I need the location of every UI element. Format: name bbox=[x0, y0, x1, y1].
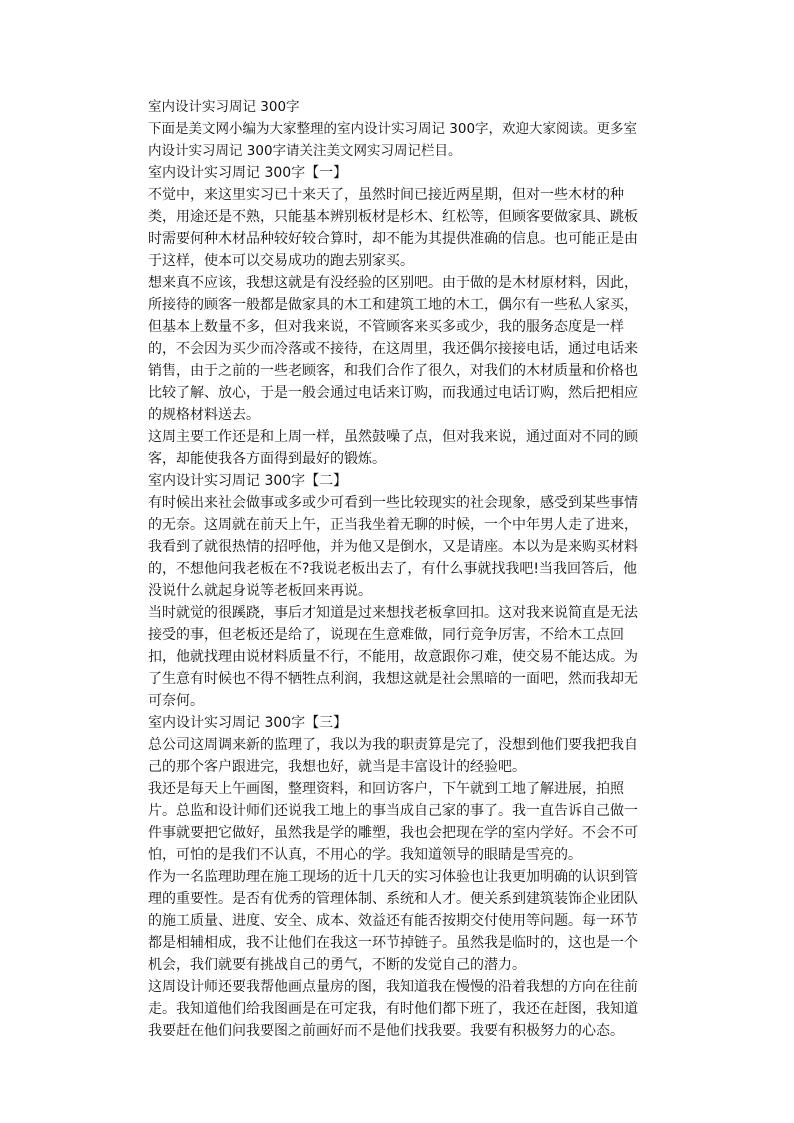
section-2-heading: 室内设计实习周记 300字【二】 bbox=[148, 473, 348, 489]
section-3-paragraph: 作为一名监理助理在施工现场的近十几天的实习体验也让我更加明确的认识到管理的重要性。是否有优秀的管理体制、系统和人才。便关系到建筑装饰企业团队的施工质量、进度、安全、成本、效益还有能否按期交付使用等问题。每一环节都是相辅相成，我不让他们在我这一环节掉链子。虽然我是临时的，这也是一个机会，我们就要有挑战自己的勇气，不断的发觉自己的潜力。 bbox=[148, 869, 638, 973]
section-3-paragraph: 这周设计师还要我帮他画点量房的图，我知道我在慢慢的沿着我想的方向在往前走。我知道他们给我图画是在可定我，有时他们都下班了，我还在赶图，我知道我要赶在他们问我要图之前画好而不是他们找我要。我要有积极努力的心态。 bbox=[148, 979, 638, 1039]
document-title: 室内设计实习周记 300字 bbox=[148, 99, 300, 115]
document-page bbox=[148, 96, 648, 1042]
section-3-paragraph: 总公司这周调来新的监理了，我以为我的职责算是完了，没想到他们要我把我自己的那个客户跟进完，我想也好，就当是丰富设计的经验吧。 bbox=[148, 737, 638, 775]
section-3-paragraph: 我还是每天上午画图，整理资料，和回访客户，下午就到工地了解进展，拍照片。总监和设计师们还说我工地上的事当成自己家的事了。我一直告诉自己做一件事就要把它做好，虽然我是学的雕塑，我也会把现在学的室内学好。不会不可怕，可怕的是我们不认真，不用心的学。我知道领导的眼睛是雪亮的。 bbox=[148, 781, 638, 863]
section-1-heading: 室内设计实习周记 300字【一】 bbox=[148, 165, 348, 181]
section-1-paragraph: 想来真不应该，我想这就是有没经验的区别吧。由于做的是木材原材料，因此，所接待的顾客一般都是做家具的木工和建筑工地的木工，偶尔有一些私人家买，但基本上数量不多，但对我来说，不管顾客来买多或少，我的服务态度是一样的，不会因为买少而冷落或不接待，在这周里，我还偶尔接接电话，通过电话来销售，由于之前的一些老顾客，和我们合作了很久，对我们的木材质量和价格也比较了解、放心，于是一般会通过电话来订购，而我通过电话订购，然后把相应的规格材料送去。 bbox=[148, 275, 638, 423]
section-3-heading: 室内设计实习周记 300字【三】 bbox=[148, 715, 348, 731]
section-1-paragraph: 这周主要工作还是和上周一样，虽然鼓噪了点，但对我来说，通过面对不同的顾客，却能使我各方面得到最好的锻炼。 bbox=[148, 429, 638, 467]
intro-paragraph: 下面是美文网小编为大家整理的室内设计实习周记 300字，欢迎大家阅读。更多室内设计实习周记 300字请关注美文网实习周记栏目。 bbox=[148, 121, 638, 159]
section-2-paragraph: 有时候出来社会做事或多或少可看到一些比较现实的社会现象，感受到某些事情的无奈。这周就在前天上午，正当我坐着无聊的时候，一个中年男人走了进来，我看到了就很热情的招呼他，并为他又是倒水，又是请座。本以为是来购买材料的，不想他问我老板在不?我说老板出去了，有什么事就找我吧!当我回答后，他没说什么就起身说等老板回来再说。 bbox=[148, 495, 638, 599]
section-1-paragraph: 不觉中，来这里实习已十来天了，虽然时间已接近两星期，但对一些木材的种类，用途还是不熟，只能基本辨别板材是杉木、红松等，但顾客要做家具、跳板时需要何种木材品种较好较合算时，却不能为其提供准确的信息。也可能正是由于这样，使本可以交易成功的跑去别家买。 bbox=[148, 187, 638, 269]
section-2-paragraph: 当时就觉的很蹊跷，事后才知道是过来想找老板拿回扣。这对我来说简直是无法接受的事，但老板还是给了，说现在生意难做，同行竞争厉害，不给木工点回扣，他就找理由说材料质量不行，不能用，故意跟你刁难，使交易不能达成。为了生意有时候也不得不牺牲点利润，我想这就是社会黑暗的一面吧，然而我却无可奈何。 bbox=[148, 605, 638, 709]
